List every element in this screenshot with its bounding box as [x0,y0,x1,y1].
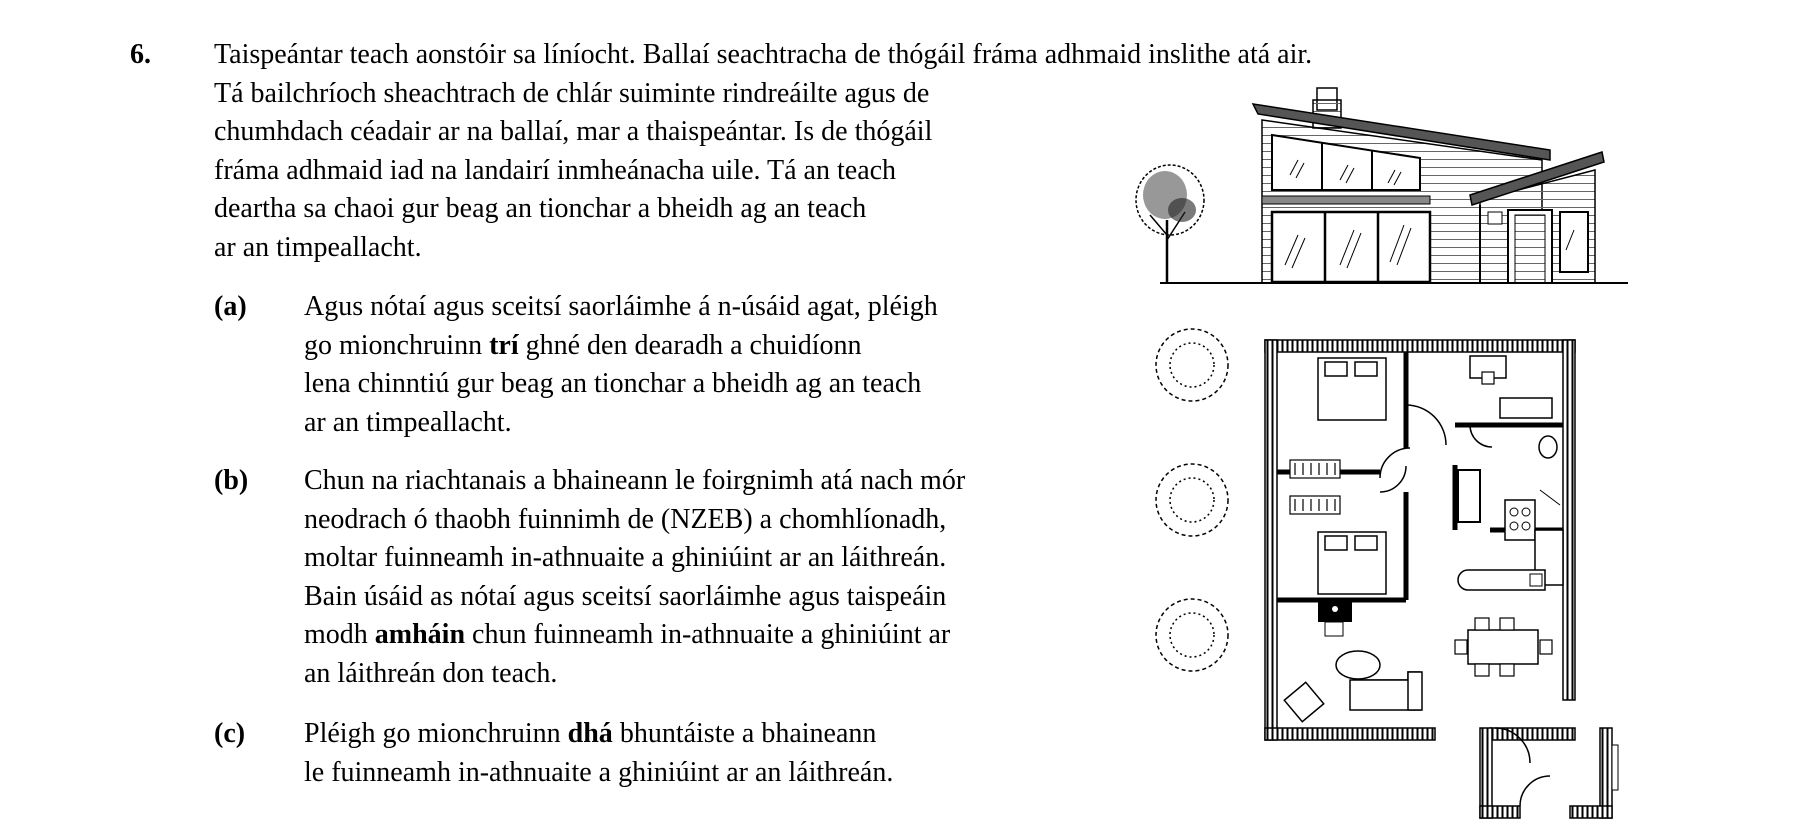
tree-plan-icon [1156,329,1228,671]
part-b-line: moltar fuinneamh in-athnuaite a ghiniúint ar an láithreán. [304,542,947,574]
emphasis: amháin [374,619,466,651]
part-a-line: ar an timpeallacht. [304,406,512,438]
part-b-line: neodrach ó thaobh fuinnimh de (NZEB) a chomhlíonadh, [304,503,947,535]
part-a-line: go mionchruinn trí ghné den dearadh a chuidíonn [304,329,862,361]
intro-line: chumhdach céadair ar na ballaí, mar a thaispeántar. Is de thógáil [214,116,933,148]
part-b-line: Bain úsáid as nótaí agus sceitsí saorláimhe agus taispeáin [304,580,947,612]
emphasis: dhá [567,718,613,749]
part-a-label: (a) [214,291,247,322]
question-number: 6. [130,39,151,70]
part-b-line: Chun na riachtanais a bhaineann le foirgnimh atá nach mór [304,465,966,496]
part-b-line: modh amháin chun fuinneamh in-athnuaite a ghiniúint ar [304,619,951,651]
intro-line: ar an timpeallacht. [214,231,422,263]
part-c-line: le fuinneamh in-athnuaite a ghiniúint ar an láithreán. [304,756,894,788]
intro-line: deartha sa chaoi gur beag an tionchar a bheidh ag an teach [214,193,867,225]
part-c-label: (c) [214,718,246,749]
part-c-line: Pléigh go mionchruinn dhá bhuntáiste a bhaineann [304,718,877,749]
part-a-line: Agus nótaí agus sceitsí saorláimhe á n-úsáid agat, pléigh [304,291,938,322]
part-b-line: an láithreán don teach. [304,657,558,689]
part-b-label: (b) [214,465,249,496]
emphasis: trí [489,329,519,361]
intro-line: Taispeántar teach aonstóir sa líníocht. Ballaí seachtracha de thógáil fráma adhmaid inslithe atá air. [214,39,1313,70]
question-intro [214,36,1312,268]
part-a-line: lena chinntiú gur beag an tionchar a bheidh ag an teach [304,368,922,400]
intro-line: Tá bailchríoch sheachtrach de chlár suiminte rindreáilte agus de [214,77,930,109]
intro-line: fráma adhmaid iad na landairí inmheánacha uile. Tá an teach [214,154,897,186]
